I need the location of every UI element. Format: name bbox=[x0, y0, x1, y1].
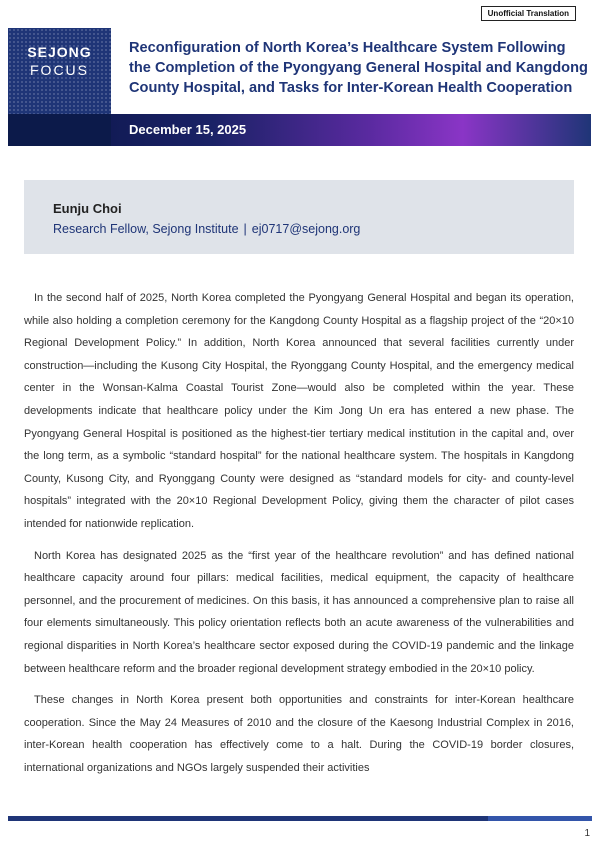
logo-line-sejong: SEJONG bbox=[27, 44, 92, 60]
date-bar bbox=[8, 114, 591, 146]
page-number: 1 bbox=[584, 828, 590, 839]
paragraph-1: In the second half of 2025, North Korea completed the Pyongyang General Hospital and began its operation, while also holding a completion ceremony for the Kangdong County Hospital as a flagship project of the “20×10 Regional Development Policy.” In addition, North Korea announced that several facilities currently under construction—including the Kusong City Hospital, the Ryonggang County Hospital, and the emergency medical center in the Wonsan-Kalma Coastal Tourist Zone—would also be completed within the year. These developments indicate that healthcare policy under the Kim Jong Un era has entered a new phase. The Pyongyang General Hospital is positioned as the highest-tier tertiary medical institution in the capital and, over the long term, as a symbolic “standard hospital” for the national healthcare system. The hospitals in Kangdong County, Kusong City, and Ryonggang County were designed as “standard models for city- and county-level hospitals” integrated with the 20×10 Regional Development Policy, giving them the character of pilot cases intended for nationwide replication. bbox=[24, 292, 574, 530]
body-text bbox=[24, 287, 574, 788]
footer-rule-light bbox=[488, 816, 592, 821]
author-role-text: Research Fellow, Sejong Institute bbox=[53, 222, 239, 236]
author-separator: | bbox=[243, 222, 247, 236]
author-box bbox=[24, 180, 574, 254]
paragraph-3: These changes in North Korea present both opportunities and constraints for inter-Korean healthcare cooperation. Since the May 24 Measures of 2010 and the closure of the Kaesong Industrial Complex in 2016, inter-Korean health cooperation has effectively come to a halt. During the COVID-19 border closures, international organizations and NGOs largely suspended their activities bbox=[24, 694, 574, 774]
author-email[interactable]: ej0717@sejong.org bbox=[251, 222, 361, 236]
report-title: Reconfiguration of North Korea’s Healthcare System Following the Completion of the Pyongyang General Hospital and Kangdong County Hospital, and Tasks for Inter-Korean Health Cooperation bbox=[129, 40, 588, 96]
date-bar-left-block bbox=[8, 114, 111, 146]
publication-date: December 15, 2025 bbox=[129, 122, 247, 137]
logo-line-focus: FOCUS bbox=[30, 62, 89, 78]
sejong-focus-logo bbox=[8, 28, 111, 114]
author-name: Eunju Choi bbox=[53, 201, 122, 216]
footer-rule bbox=[0, 816, 600, 821]
paragraph-2: North Korea has designated 2025 as the “first year of the healthcare revolution” and has defined national healthcare capacity around four pillars: medical facilities, medical equipment, the capacity of healthcare personnel, and the procurement of medicines. On this basis, it has announced a comprehensive plan to raise all four elements simultaneously. This policy orientation reflects both an acute awareness of the vulnerabilities and regional disparities in North Korea’s healthcare sector exposed during the COVID-19 pandemic and the linkage between healthcare reform and the broader regional development strategy embodied in the 20×10 policy. bbox=[24, 549, 574, 675]
header-top bbox=[8, 28, 591, 114]
report-header bbox=[8, 28, 591, 146]
footer-rule-dark bbox=[8, 816, 488, 821]
author-affiliation bbox=[53, 222, 360, 236]
unofficial-translation-badge: Unofficial Translation bbox=[481, 6, 576, 21]
